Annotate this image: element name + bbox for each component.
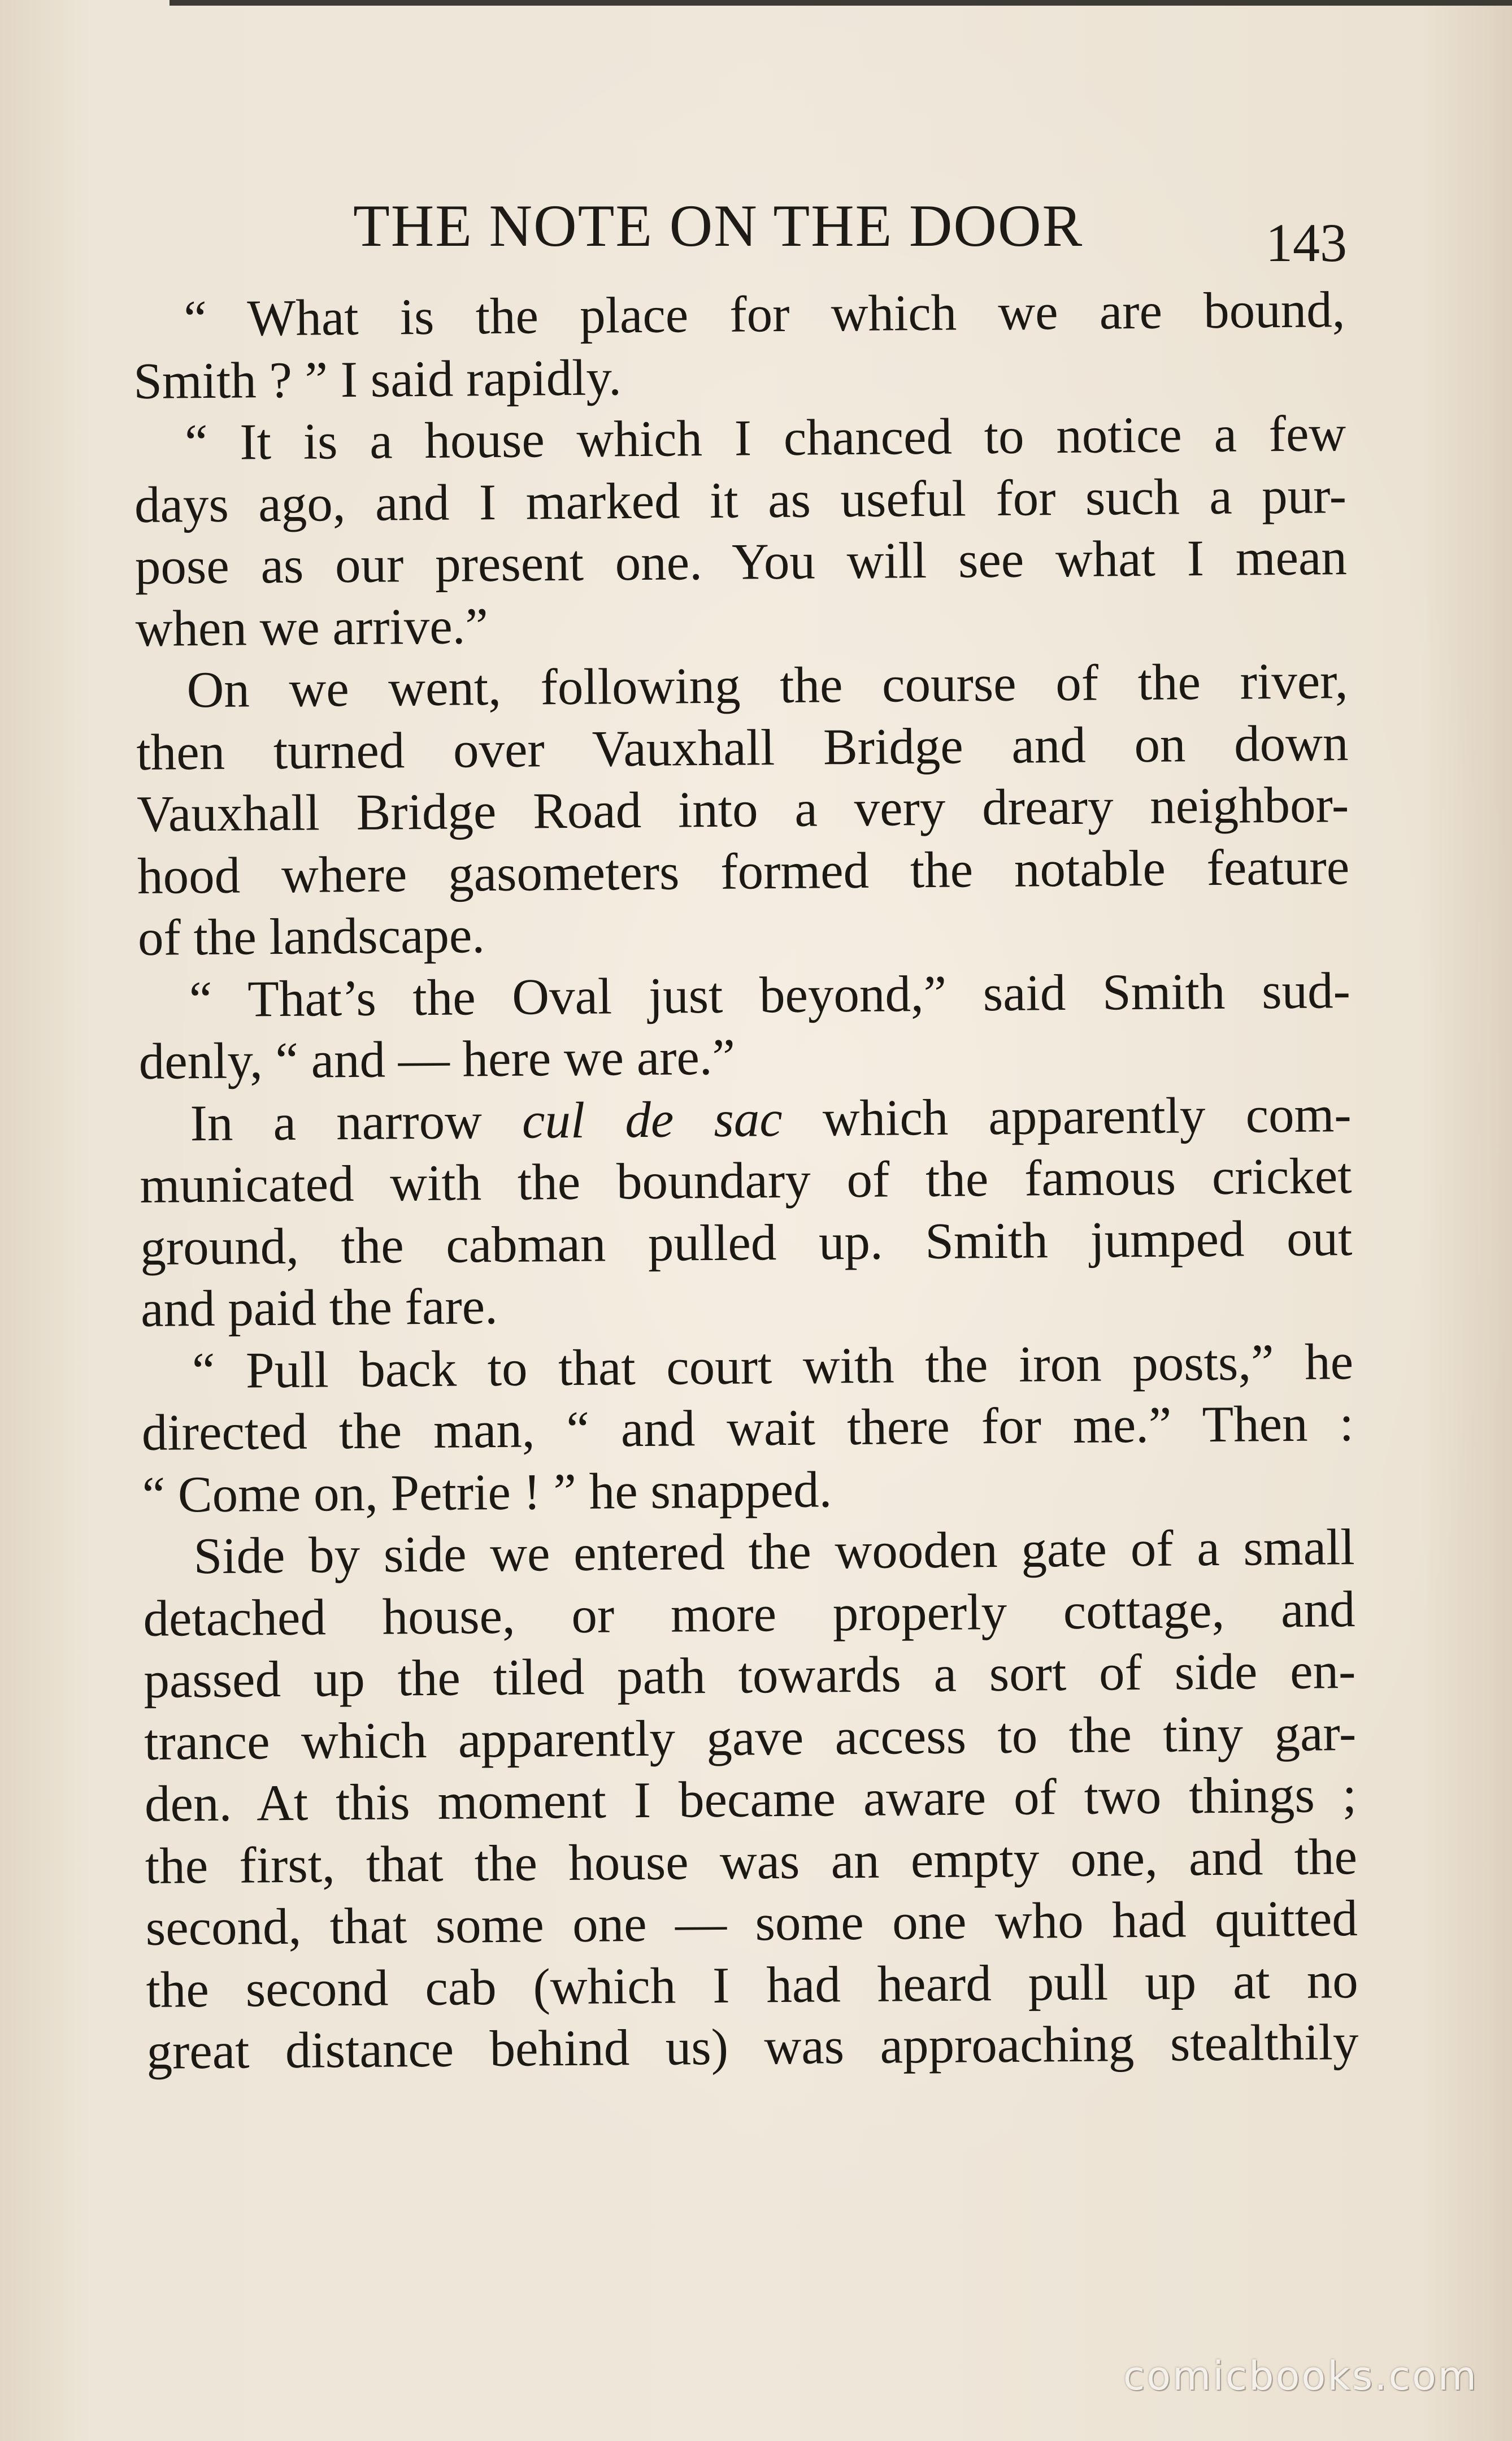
text-line: when we arrive.” — [135, 597, 489, 657]
text-line: On we went, following the course of the river, — [186, 652, 1348, 719]
page-number: 143 — [1266, 212, 1347, 273]
text-line: days ago, and I marked it as useful for such a pur- — [134, 466, 1347, 533]
text-run: In a narrow — [190, 1092, 523, 1152]
paragraph — [134, 402, 1348, 659]
text-line: denly, “ and — here we are.” — [138, 1028, 736, 1090]
text-line: “ That’s the Oval just beyond,” said Smith sud- — [189, 961, 1351, 1028]
text-line: detached house, or more properly cottage, and — [143, 1580, 1355, 1647]
text-line: municated with the boundary of the famous cricket — [140, 1147, 1352, 1214]
watermark: comicbooks.com — [1123, 2353, 1478, 2399]
paragraph — [133, 279, 1346, 412]
paragraph — [136, 650, 1350, 968]
body-text — [133, 279, 1359, 2082]
running-title: THE NOTE ON THE DOOR — [353, 193, 1084, 259]
paragraph — [142, 1516, 1359, 2082]
italic-phrase: cul de sac — [522, 1089, 783, 1149]
text-line: and paid the fare. — [140, 1277, 498, 1337]
text-line: the second cab (which I had heard pull up at no — [146, 1951, 1358, 2018]
text-line: Vauxhall Bridge Road into a very dreary neighbor- — [136, 776, 1349, 842]
text-line: Smith ? ” I said rapidly. — [133, 348, 622, 410]
text-line: pose as our present one. You will see what I mean — [134, 528, 1348, 595]
text-line: “ It is a house which I chanced to notice a few — [184, 405, 1346, 471]
page-top-edge — [170, 0, 1512, 6]
text-line: passed up the tiled path towards a sort of side en- — [143, 1642, 1356, 1709]
text-line: “ Pull back to that court with the iron posts,” he — [192, 1332, 1354, 1399]
text-line: great distance behind us) was approaching stealthily — [146, 2013, 1359, 2080]
paragraph — [139, 1083, 1353, 1340]
text-run: which apparently com- — [782, 1085, 1352, 1147]
text-line: then turned over Vauxhall Bridge and on down — [136, 714, 1349, 781]
text-line: trance which apparently gave access to the tiny gar- — [144, 1704, 1357, 1771]
text-line: second, that some one — some one who had quitted — [145, 1890, 1358, 1956]
text-line: Side by side we entered the wooden gate of a small — [193, 1518, 1355, 1585]
text-line: the first, that the house was an empty one, and the — [145, 1827, 1358, 1895]
text-line — [139, 1083, 1352, 1154]
text-line: of the landscape. — [137, 906, 485, 966]
text-line: “ Come on, Petrie ! ” he snapped. — [142, 1460, 832, 1523]
text-line: “ What is the place for which we are bound, — [184, 281, 1345, 348]
text-line: hood where gasometers formed the notable feature — [137, 837, 1350, 905]
text-line: ground, the cabman pulled up. Smith jumped out — [140, 1209, 1353, 1276]
text-line: directed the man, “ and wait there for me.” Then : — [141, 1395, 1354, 1461]
paragraph — [141, 1331, 1355, 1526]
text-line: den. At this moment I became aware of two things ; — [144, 1766, 1357, 1832]
paragraph — [138, 959, 1351, 1093]
